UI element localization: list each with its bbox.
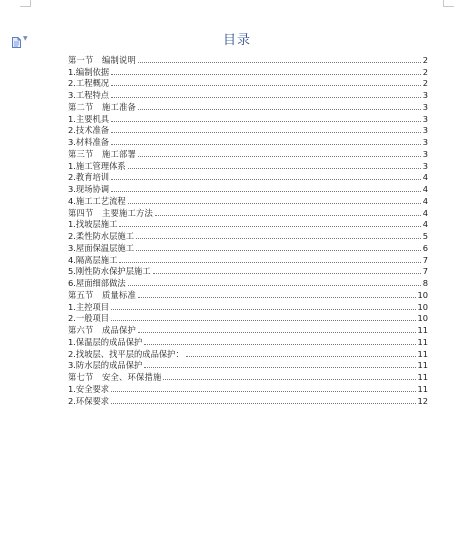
toc-page-number: 7	[422, 254, 428, 265]
toc-section	[68, 371, 428, 406]
dot-leader	[128, 203, 421, 204]
toc-page-number: 11	[417, 372, 428, 382]
toc-entry-label: 第三节 施工部署	[68, 148, 136, 159]
dot-leader	[136, 238, 421, 239]
toc-page-number: 11	[417, 360, 428, 371]
toc-entry-label: 2.教育培训	[68, 172, 110, 183]
dot-leader	[163, 379, 416, 380]
toc-entry-label: 1.主要机具	[68, 113, 110, 124]
toc-page-number: 3	[422, 148, 428, 159]
dot-leader	[111, 85, 421, 86]
toc-section-heading[interactable]	[68, 54, 428, 66]
dot-leader	[155, 215, 421, 216]
toc-entry-label: 第四节 主要施工方法	[68, 207, 153, 218]
toc-entry-label: 1.安全要求	[68, 383, 110, 394]
dot-leader	[128, 168, 421, 169]
toc-entry-label: 第一节 编制说明	[68, 54, 136, 65]
toc-entry[interactable]	[68, 195, 428, 207]
toc-page-number: 7	[422, 266, 428, 277]
toc-entry[interactable]	[68, 160, 428, 172]
dot-leader	[111, 391, 416, 392]
toc-entry-label: 3.工程特点	[68, 90, 110, 100]
toc-page-number: 2	[422, 78, 428, 89]
toc-entry-label: 1.找坡层施工	[68, 219, 118, 230]
dot-leader	[119, 262, 421, 263]
dot-leader	[111, 191, 421, 192]
toc-entry-label: 1.主控项目	[68, 301, 110, 312]
toc-page-number: 10	[417, 313, 428, 324]
toc-entry[interactable]	[68, 254, 428, 266]
page-corner-mark-left	[20, 0, 31, 7]
toc-entry[interactable]	[68, 125, 428, 137]
toc-entry-label: 3.防水层的成品保护	[68, 360, 143, 371]
toc-entry[interactable]	[68, 230, 428, 242]
toc-entry-label: 1.编制依据	[68, 66, 110, 77]
dot-leader	[153, 273, 421, 274]
toc-section	[68, 207, 428, 289]
toc-page-number: 3	[422, 90, 428, 100]
toc-entry[interactable]	[68, 395, 428, 407]
toc-entry[interactable]	[68, 172, 428, 184]
toc-page-number: 4	[422, 195, 428, 206]
dot-leader	[136, 250, 421, 251]
toc-entry-label: 4.隔离层施工	[68, 254, 118, 265]
dot-leader	[144, 367, 416, 368]
toc-page-number: 6	[422, 242, 428, 253]
dot-leader	[119, 226, 421, 227]
toc-entry-label: 6.屋面细部做法	[68, 278, 126, 288]
toc-section	[68, 148, 428, 207]
dot-leader	[138, 62, 421, 63]
chevron-down-icon: ▼	[23, 34, 28, 42]
toc-page-number: 3	[422, 137, 428, 147]
dot-leader	[111, 403, 416, 404]
toc-entry-label: 2.找坡层、找平层的成品保护：	[68, 348, 184, 359]
toc-entry-label: 3.材料准备	[68, 137, 110, 147]
toc-page-number: 11	[417, 325, 428, 335]
toc-entry[interactable]	[68, 301, 428, 313]
toc-entry[interactable]	[68, 277, 428, 289]
toc-page-number: 10	[417, 289, 428, 300]
dot-leader	[138, 109, 421, 110]
toc-page-number: 11	[417, 336, 428, 347]
toc-section	[68, 54, 428, 101]
toc-page-number: 4	[422, 184, 428, 194]
toc-entry[interactable]	[68, 266, 428, 278]
toc-page-number: 3	[422, 160, 428, 171]
toc-entry-label: 5.刚性防水保护层施工	[68, 266, 151, 277]
toc-entry-label: 第六节 成品保护	[68, 325, 136, 335]
page-corner-mark-right	[443, 0, 454, 7]
toc-page-number: 3	[422, 113, 428, 124]
dot-leader	[138, 297, 416, 298]
dot-leader	[111, 144, 421, 145]
toc-entry-label: 1.保温层的成品保护	[68, 336, 143, 347]
toc-page-number: 3	[422, 125, 428, 136]
toc-entry-label: 2.技术准备	[68, 125, 110, 136]
toc-entry[interactable]	[68, 78, 428, 90]
toc-page-number: 4	[422, 172, 428, 183]
toc-page-number: 5	[422, 231, 428, 241]
toc-section-heading[interactable]	[68, 324, 428, 336]
toc-entry-label: 3.现场协调	[68, 184, 110, 194]
table-of-contents	[68, 54, 428, 407]
toc-page-number: 12	[417, 395, 428, 406]
toc-section-heading[interactable]	[68, 371, 428, 383]
dot-leader	[144, 344, 416, 345]
toc-section-heading[interactable]	[68, 207, 428, 219]
toc-entry-label: 2.一般项目	[68, 313, 110, 324]
toc-entry-label: 2.工程概况	[68, 78, 110, 89]
toc-page-number: 10	[417, 301, 428, 312]
toc-section	[68, 324, 428, 371]
toc-page-number: 8	[422, 278, 428, 288]
dot-leader	[138, 332, 416, 333]
dot-leader	[111, 97, 421, 98]
dot-leader	[111, 121, 421, 122]
toc-entry[interactable]	[68, 113, 428, 125]
toc-section-heading[interactable]	[68, 101, 428, 113]
toc-entry-label: 第五节 质量标准	[68, 289, 136, 300]
toc-page-number: 2	[422, 54, 428, 65]
toc-page-number: 4	[422, 207, 428, 218]
toc-entry-label: 2.环保要求	[68, 395, 110, 406]
toc-title: 目录	[222, 33, 251, 48]
toc-entry-label: 3.屋面保温层施工	[68, 242, 134, 253]
toc-page-number: 11	[417, 383, 428, 394]
toc-entry[interactable]	[68, 336, 428, 348]
toc-entry-label: 第七节 安全、环保措施	[68, 372, 162, 382]
toc-page-number: 11	[417, 348, 428, 359]
toc-entry-label: 第二节 施工准备	[68, 101, 136, 112]
toc-entry[interactable]	[68, 313, 428, 325]
toc-entry[interactable]	[68, 360, 428, 372]
toc-entry[interactable]	[68, 242, 428, 254]
toc-entry[interactable]	[68, 219, 428, 231]
toc-entry[interactable]	[68, 136, 428, 148]
toc-entry[interactable]	[68, 66, 428, 78]
dot-leader	[111, 309, 416, 310]
toc-page-number: 4	[422, 219, 428, 230]
toc-entry-label: 4.施工工艺流程	[68, 195, 126, 206]
dot-leader	[111, 320, 416, 321]
toc-entry-label: 2.柔性防水层施工	[68, 231, 134, 241]
dot-leader	[186, 356, 417, 357]
toc-entry[interactable]	[68, 383, 428, 395]
dot-leader	[128, 285, 421, 286]
toc-page-number: 3	[422, 101, 428, 112]
dot-leader	[111, 179, 421, 180]
toc-section-heading[interactable]	[68, 148, 428, 160]
toc-section	[68, 289, 428, 324]
toc-page-number: 2	[422, 66, 428, 77]
toc-entry[interactable]	[68, 348, 428, 360]
dot-leader	[111, 74, 421, 75]
toc-section-heading[interactable]	[68, 289, 428, 301]
toc-entry-label: 1.施工管理体系	[68, 160, 126, 171]
toc-entry[interactable]	[68, 183, 428, 195]
dot-leader	[111, 132, 421, 133]
toc-section	[68, 101, 428, 148]
toc-entry[interactable]	[68, 89, 428, 101]
dot-leader	[138, 156, 421, 157]
